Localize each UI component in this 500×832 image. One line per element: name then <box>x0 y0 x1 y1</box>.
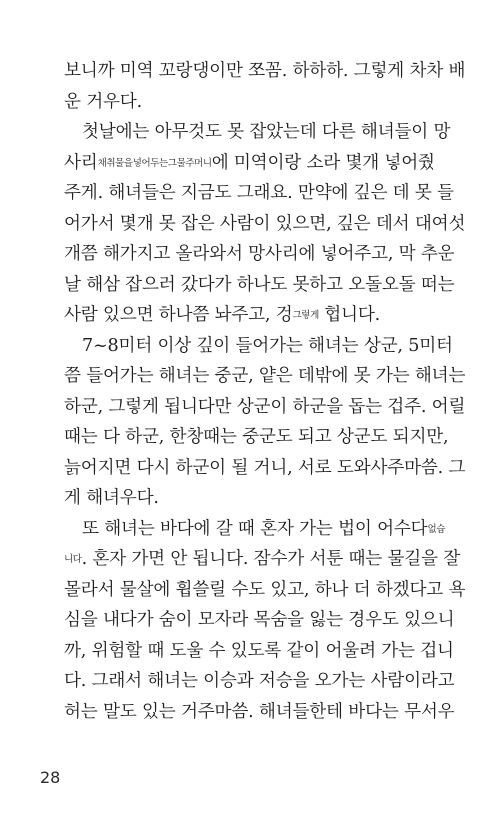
page-number: 28 <box>40 768 61 787</box>
text-line: 다. 그래서 해녀는 이승과 저승을 오가는 사람이라고 <box>64 671 455 691</box>
text-line <box>64 544 472 575</box>
text-line: 첫날에는 아무것도 못 잡았는데 다른 해녀들이 망 <box>82 122 451 142</box>
text-line: 하군, 그렇게 됩니다만 상군이 하군을 돕는 겁주. 어릴 <box>64 396 466 417</box>
text-line: 어가서 몇개 못 잡은 사람이 있으면, 깊은 데서 대여섯 <box>64 213 466 234</box>
text-line: 때는 다 하군, 한창때는 중군도 되고 상군도 되지만, <box>64 427 449 447</box>
text-line: 몰라서 물살에 휩쓸릴 수도 있고, 하나 더 하겠다고 욕 <box>64 579 466 600</box>
text-line: 쯤 들어가는 해녀는 중군, 얕은 데밖에 못 가는 해녀는 <box>64 366 466 386</box>
text-run: 사람 있으면 하나쯤 놔주고, 겅 <box>64 305 293 325</box>
text-run: 헙니다. <box>318 305 381 325</box>
text-line <box>64 148 472 179</box>
footnote-gloss: 니다 <box>64 554 82 565</box>
footnote-gloss: 채취물을넣어두는그물주머니 <box>97 157 212 169</box>
text-line: 허는 말도 있는 거주마씀. 해녀들한테 바다는 무서우 <box>64 701 455 722</box>
text-run: . 혼자 가면 안 됩니다. 잠수가 서툰 때는 물길을 잘 <box>81 549 460 569</box>
text-line: 날 해삼 잡으러 갔다가 하나도 못하고 오돌오돌 떠는 <box>64 274 455 295</box>
text-line: 개쯤 해가지고 올라와서 망사리에 넣어주고, 막 추운 <box>64 244 455 264</box>
text-run: 에 미역이랑 소라 몇개 넣어줬 <box>211 152 435 173</box>
text-line: 까, 위험할 때 도울 수 있도록 같이 어울려 가는 겁니 <box>64 640 454 661</box>
text-line <box>64 514 472 545</box>
body-text <box>64 56 472 727</box>
footnote-gloss: 없습 <box>427 523 446 535</box>
text-line: 심을 내다가 숨이 모자라 목숨을 잃는 경우도 있으니 <box>64 610 455 630</box>
text-line: 보니까 미역 꼬랑댕이만 쪼꼼. 하하하. 그렇게 차차 배 <box>64 61 466 81</box>
text-line: 주게. 해녀들은 지금도 그래요. 만약에 깊은 데 못 들 <box>64 183 454 203</box>
text-line: 게 해녀우다. <box>64 488 159 508</box>
text-line: 운 거우다. <box>64 91 142 112</box>
text-line <box>64 300 472 331</box>
text-line: 7~8미터 이상 깊이 들어가는 해녀는 상군, 5미터 <box>82 335 453 356</box>
text-line: 늙어지면 다시 하군이 될 거니, 서로 도와사주마씀. 그 <box>64 457 466 478</box>
text-run: 또 해녀는 바다에 갈 때 혼자 가는 법이 어수다 <box>82 518 428 539</box>
footnote-gloss: 그렇게 <box>292 310 319 321</box>
text-run: 사리 <box>64 152 98 173</box>
